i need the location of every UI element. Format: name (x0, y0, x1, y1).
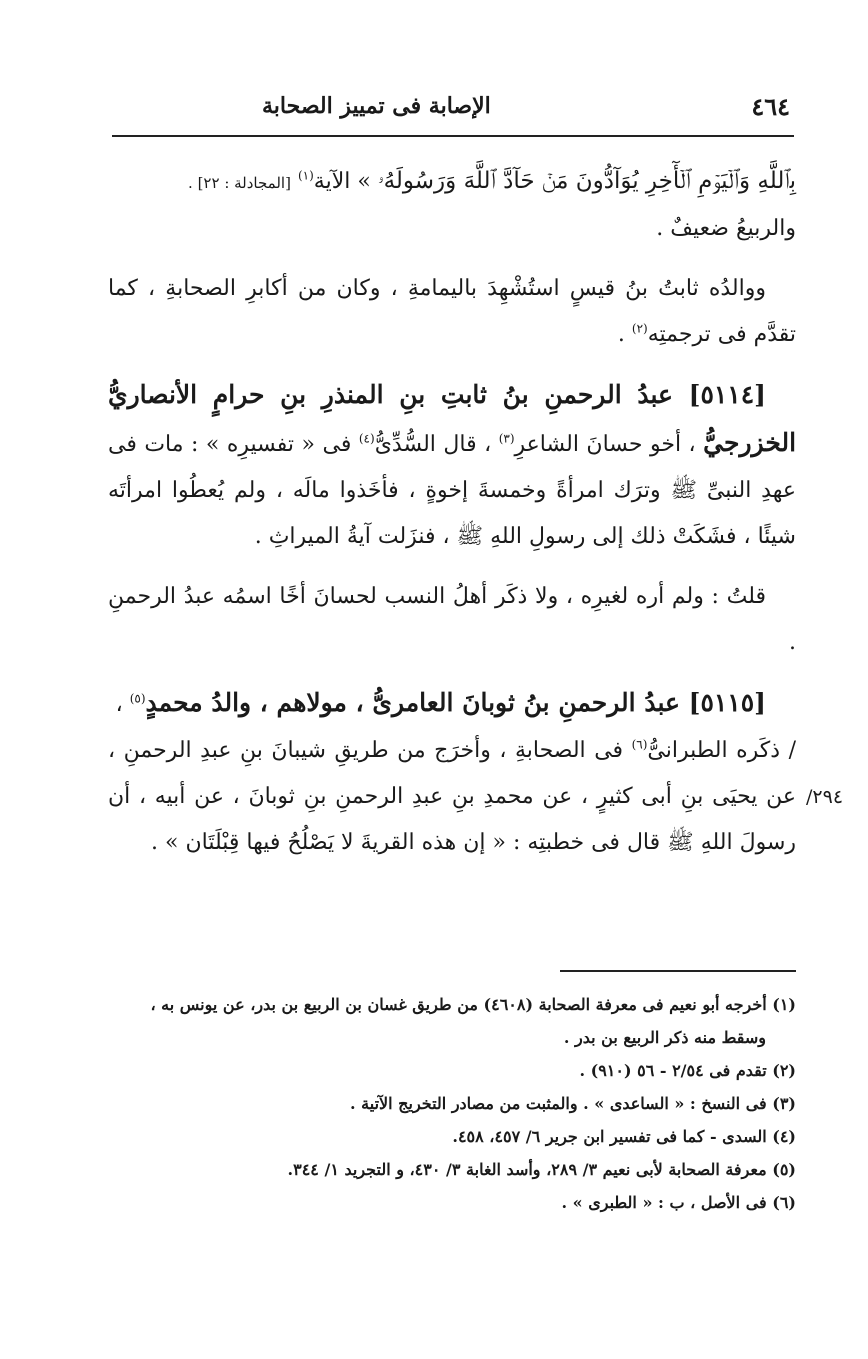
entry-text: / ذكَره الطبرانىُّ (647, 738, 797, 763)
entry-heading: [٥١١٤] عبدُ الرحمنِ بنُ ثابتِ بنِ المنذرِ بنِ حرامٍ الأنصاريُّ الخزرجيُّ (108, 380, 797, 457)
entry-text: فى « تفسيرِه » : مات فى عهدِ النبىِّ ﷺ وترَك امرأةً وخمسةَ إخوةٍ ، فأخَذوا مالَه ، ولم يُعطُوا امرأتَه شيئًا ، فشَكَتْ ذلك إلى رسولِ اللهِ ﷺ ، فنزَلت آيةُ الميراثِ . (108, 432, 796, 549)
footnote-4 (108, 1120, 796, 1153)
entry-5115 (108, 680, 796, 866)
paragraph-father (108, 266, 796, 358)
entry-heading: [٥١١٥] عبدُ الرحمنِ بنُ ثوبانَ العامرىُّ ، مولاهم ، والدُ محمدٍ (145, 688, 766, 717)
entry-text: ، (115, 692, 123, 717)
footnote-text: (٤) السدى - كما فى تفسير ابن جرير ٦/ ٤٥٧، ٤٥٨. (452, 1127, 796, 1146)
entry-text: ، قال السُّدِّىُّ (374, 432, 492, 457)
footnote-marker-5: (٥) (129, 691, 146, 706)
entry-5114 (108, 372, 796, 560)
footnote-rule (560, 970, 796, 972)
footnote-6 (108, 1186, 796, 1219)
header-rule (112, 135, 794, 137)
quran-verse: بِٱللَّهِ وَٱلۡيَوۡمِ ٱلۡأٓخِرِ يُوَآدُّونَ مَنۡ حَآدَّ ٱللَّهَ وَرَسُولَهُۥ (377, 168, 796, 194)
paragraph-quran-verse (108, 158, 796, 252)
verse-reference: [المجادلة : ٢٢] . (188, 174, 291, 192)
footnote-marker-1: (١) (297, 168, 314, 183)
footnotes (108, 988, 796, 1219)
main-text (108, 158, 796, 880)
footnote-5 (108, 1153, 796, 1186)
entry-text: ، أخو حسانَ الشاعرِ (514, 432, 696, 457)
footnote-text: (٢) تقدم فى ٢/٥٤ - ٥٦ (٩١٠) . (579, 1061, 796, 1080)
paragraph-text: ووالدُه ثابتُ بنُ قيسٍ استُشْهِدَ باليمامةِ ، وكان من أكابرِ الصحابةِ ، كما تقدَّم فى ترجمتِه (108, 276, 796, 347)
footnote-2 (108, 1054, 796, 1087)
footnote-text: (٦) فى الأصل ، ب : « الطبرى » . (561, 1193, 796, 1212)
footnote-continuation: وسقط منه ذكر الربيع بن بدر . (563, 1028, 766, 1047)
paragraph-text: قلتُ : ولم أره لغيرِه ، ولا ذكَر أهلُ النسب لحسانَ أخًا اسمُه عبدُ الرحمنِ . (108, 584, 796, 655)
verse-closing: » الآية (313, 169, 371, 194)
page-number: ٤٦٤ (751, 91, 790, 121)
paragraph-line: والربيعُ ضعيفٌ . (656, 216, 796, 241)
margin-folio-note: ٢٩٤/ (806, 786, 844, 808)
footnote-marker-4: (٤) (358, 431, 375, 446)
entry-text: فى الصحابةِ ، وأخرَج من طريقِ شيبانَ بنِ عبدِ الرحمنِ ، عن يحيَى بنِ أبى كثيرٍ ، عن محمدِ بنِ عبدِ الرحمنِ بنِ ثوبانَ ، عن أبيه ، أن رسولَ اللهِ ﷺ قال فى خطبتِه : « إن هذه القريةَ لا يَصْلُحُ فيها قِبْلَتَان » . (108, 738, 796, 855)
footnote-3 (108, 1087, 796, 1120)
footnote-text: (١) أخرجه أبو نعيم فى معرفة الصحابة (٤٦٠٨) من طريق غسان بن الربيع بن بدر، عن يونس به ، (150, 995, 796, 1014)
paragraph-comment (108, 574, 796, 666)
footnote-marker-2: (٢) (631, 321, 648, 336)
footnote-text: (٣) فى النسخ : « الساعدى » . والمثبت من مصادر التخريج الآتية . (350, 1094, 796, 1113)
paragraph-end: . (617, 322, 632, 347)
footnote-text: (٥) معرفة الصحابة لأبى نعيم ٣/ ٢٨٩، وأسد الغابة ٣/ ٤٣٠، و التجريد ١/ ٣٤٤. (287, 1160, 796, 1179)
running-title: الإصابة فى تمييز الصحابة (262, 93, 491, 119)
footnote-marker-6: (٦) (631, 737, 648, 752)
page-header (112, 86, 794, 126)
footnote-1 (108, 988, 796, 1054)
footnote-marker-3: (٣) (498, 431, 515, 446)
